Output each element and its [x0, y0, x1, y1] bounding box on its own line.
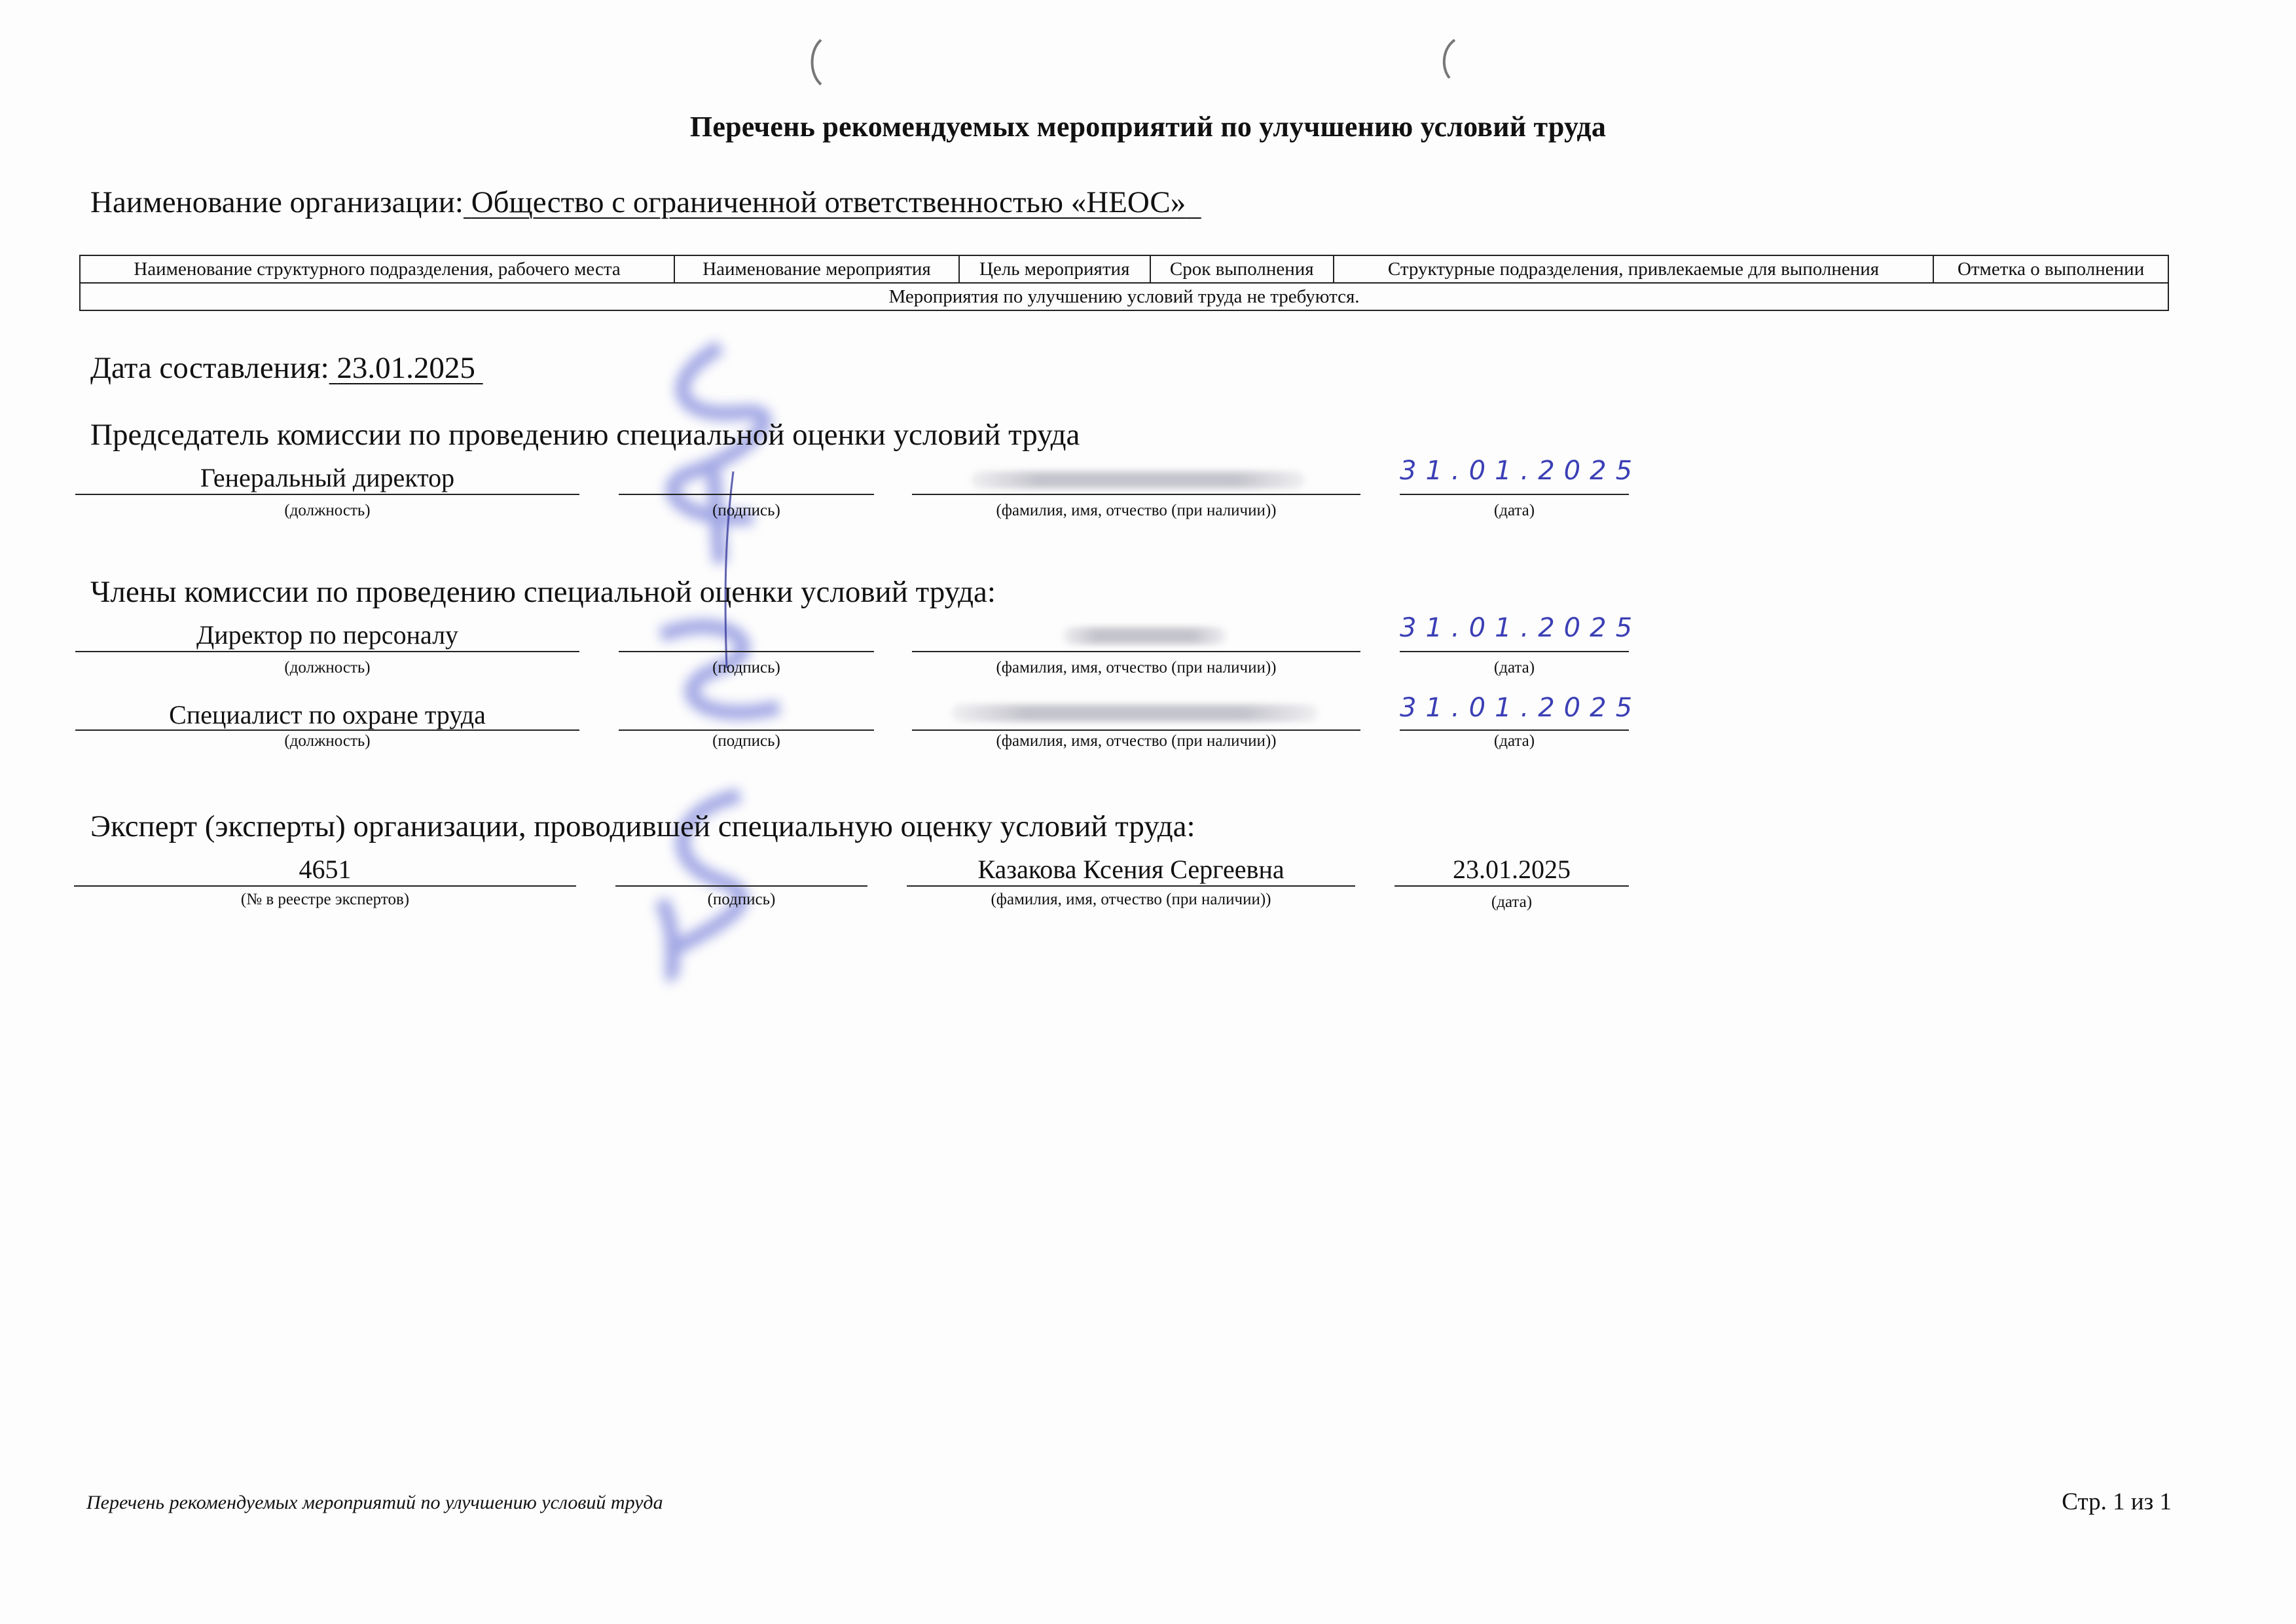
fullname-caption: (фамилия, имя, отчество (при наличии)) — [996, 732, 1277, 750]
table-header-cell: Наименование структурного подразделения, рабочего места — [80, 255, 674, 283]
table-header-cell: Цель мероприятия — [959, 255, 1150, 283]
measures-table — [79, 255, 2169, 311]
date-caption: (дата) — [1493, 732, 1535, 750]
document-title: Перечень рекомендуемых мероприятий по улучшению условий труда — [689, 111, 1607, 143]
underline — [75, 651, 579, 652]
page-number: Стр. 1 из 1 — [2062, 1488, 2172, 1515]
chairman-date-handwritten: 31.01.2025 — [1400, 456, 1642, 486]
underline — [1394, 885, 1629, 887]
member-date-handwritten: 31.01.2025 — [1400, 693, 1642, 723]
chairman-date-field — [1400, 453, 1642, 524]
registry-caption: (№ в реестре экспертов) — [240, 891, 410, 908]
table-header-cell: Отметка о выполнении — [1933, 255, 2168, 283]
chairman-position-field — [75, 458, 579, 524]
fullname-caption: (фамилия, имя, отчество (при наличии)) — [996, 659, 1277, 676]
position-caption: (должность) — [284, 659, 371, 676]
position-caption: (должность) — [284, 502, 371, 519]
member-position-field — [75, 695, 579, 761]
date-caption: (дата) — [1493, 659, 1535, 676]
table-header-cell: Структурные подразделения, привлекаемые для выполнения — [1334, 255, 1933, 283]
underline — [907, 885, 1355, 887]
member-signature-field — [619, 616, 874, 681]
chairman-signature-field — [619, 458, 874, 524]
underline — [1400, 651, 1629, 652]
member-date-field — [1400, 690, 1642, 761]
member-position-field — [75, 616, 579, 681]
chairman-heading: Председатель комиссии по проведению специальной оценки условий труда — [90, 418, 1080, 452]
date-caption: (дата) — [1491, 893, 1533, 911]
table-row — [80, 283, 2168, 310]
underline — [1400, 729, 1629, 731]
signature-caption: (подпись) — [712, 732, 780, 750]
expert-heading: Эксперт (эксперты) организации, проводившей специальную оценку условий труда: — [90, 809, 1195, 843]
member-position: Специалист по охране труда — [169, 700, 486, 729]
expert-signature-field — [615, 851, 867, 917]
expert-registry-number: 4651 — [299, 855, 352, 884]
fullname-caption: (фамилия, имя, отчество (при наличии)) — [991, 891, 1271, 908]
footer-document-name: Перечень рекомендуемых мероприятий по улучшению условий труда — [86, 1492, 663, 1513]
underline — [619, 729, 874, 731]
compiled-date-line — [90, 350, 483, 386]
underline — [912, 729, 1360, 731]
expert-date-field — [1394, 851, 1629, 917]
table-header-cell: Срок выполнения — [1150, 255, 1334, 283]
underline — [75, 494, 579, 495]
underline — [912, 494, 1360, 495]
organization-line — [90, 185, 1201, 220]
table-note-cell: Мероприятия по улучшению условий труда не требуются. — [80, 283, 2168, 310]
signature-caption: (подпись) — [712, 659, 780, 676]
member-date-handwritten: 31.01.2025 — [1400, 613, 1642, 643]
underline — [619, 494, 874, 495]
redacted-name — [951, 705, 1318, 722]
underline — [619, 651, 874, 652]
members-heading: Члены комиссии по проведению специальной оценки условий труда: — [90, 575, 996, 609]
signature-caption: (подпись) — [712, 502, 780, 519]
chairman-position: Генеральный директор — [200, 463, 455, 492]
chairman-name-field — [912, 458, 1360, 524]
expert-date: 23.01.2025 — [1453, 855, 1571, 884]
redacted-name — [971, 471, 1305, 489]
position-caption: (должность) — [284, 732, 371, 750]
signature-caption: (подпись) — [707, 891, 776, 908]
date-caption: (дата) — [1493, 502, 1535, 519]
compiled-date-label: Дата составления: — [90, 351, 329, 385]
fullname-caption: (фамилия, имя, отчество (при наличии)) — [996, 502, 1277, 519]
organization-label: Наименование организации: — [90, 185, 464, 219]
table-header-row — [80, 255, 2168, 283]
underline — [1400, 494, 1629, 495]
member-position: Директор по персоналу — [196, 620, 459, 650]
expert-registry-field — [74, 851, 576, 917]
member-date-field — [1400, 610, 1642, 681]
expert-fullname: Казакова Ксения Сергеевна — [977, 855, 1285, 884]
member-name-field — [912, 695, 1360, 761]
expert-name-field — [907, 851, 1355, 917]
underline — [74, 885, 576, 887]
underline — [615, 885, 867, 887]
organization-value: Общество с ограниченной ответственностью «НЕОС» — [471, 185, 1186, 219]
member-signature-field — [619, 695, 874, 761]
punch-hole-mark — [807, 36, 826, 88]
table-header-cell: Наименование мероприятия — [674, 255, 959, 283]
underline — [75, 729, 579, 731]
compiled-date-value: 23.01.2025 — [337, 351, 475, 385]
punch-hole-mark — [1438, 36, 1457, 88]
member-name-field — [912, 616, 1360, 681]
underline — [912, 651, 1360, 652]
redacted-name — [1063, 627, 1226, 644]
